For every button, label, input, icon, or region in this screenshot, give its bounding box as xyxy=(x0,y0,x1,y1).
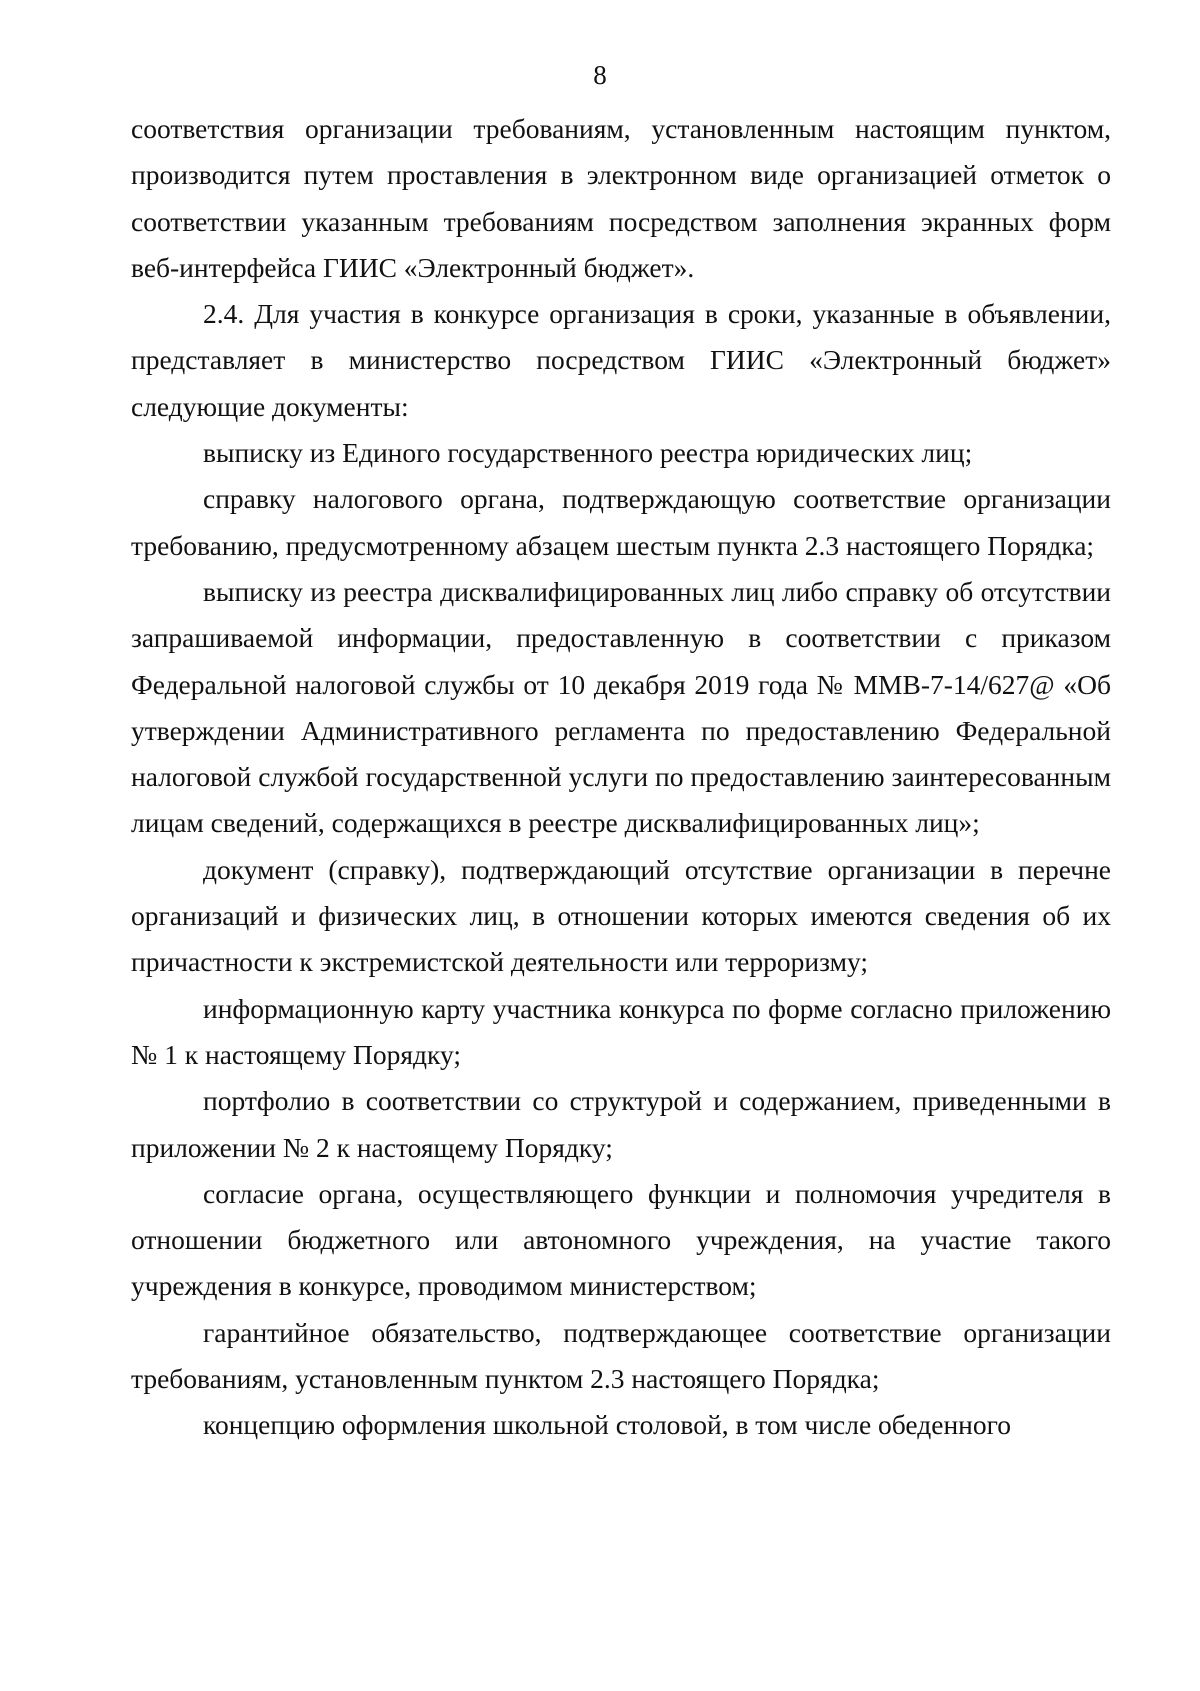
list-item-information-card: информационную карту участника конкурса по форме согласно приложению № 1 к настоящему Порядку; xyxy=(131,992,1111,1070)
paragraph-clause-2-4: 2.4. Для участия в конкурсе организация в сроки, указанные в объявлении, представляет в министерство посредством ГИИС «Электронный бюджет» следующие документы: xyxy=(131,298,1111,422)
list-item-founder-consent: согласие органа, осуществляющего функции и полномочия учредителя в отношении бюджетного или автономного учреждения, на участие такого учреждения в конкурсе, проводимом министерством; xyxy=(131,1177,1111,1302)
list-item-guarantee-obligation: гарантийное обязательство, подтверждающее соответствие организации требованиям, установленным пунктом 2.3 настоящего Порядка; xyxy=(131,1316,1111,1395)
list-item-extremism-certificate: документ (справку), подтверждающий отсутствие организации в перечне организаций и физических лиц, в отношении которых имеются сведения об их причастности к экстремистской деятельности или терроризму; xyxy=(131,853,1111,978)
list-item-canteen-concept: концепцию оформления школьной столовой, в том числе обеденного xyxy=(203,1409,1011,1441)
list-item-disqualified-registry-extract: выписку из реестра дисквалифицированных лиц либо справку об отсутствии запрашиваемой информации, предоставленную в соответствии с приказом Федеральной налоговой службы от 10 декабря 2019 года № ММВ-7-14/627@ «Об утверждении Административного регламента по предоставлению Федеральной налоговой службой государственной услуги по предоставлению заинтересованным лицам сведений, содержащихся в реестре дисквалифицированных лиц»; xyxy=(131,575,1111,839)
page-number: 8 xyxy=(593,60,607,90)
paragraph-continuation: соответствия организации требованиям, установленным настоящим пунктом, производится путем проставления в электронном виде организацией отметок о соответствии указанным требованиям посредством заполнения экранных форм веб-интерфейса ГИИС «Электронный бюджет». xyxy=(131,113,1111,283)
list-item-tax-certificate: справку налогового органа, подтверждающую соответствие организации требованию, предусмотренному абзацем шестым пункта 2.3 настоящего Порядка; xyxy=(131,483,1111,561)
list-item-portfolio: портфолио в соответствии со структурой и содержанием, приведенными в приложении № 2 к настоящему Порядку; xyxy=(131,1085,1111,1163)
list-item-egrul-extract: выписку из Единого государственного реестра юридических лиц; xyxy=(203,437,973,469)
document-body xyxy=(131,106,1111,1449)
